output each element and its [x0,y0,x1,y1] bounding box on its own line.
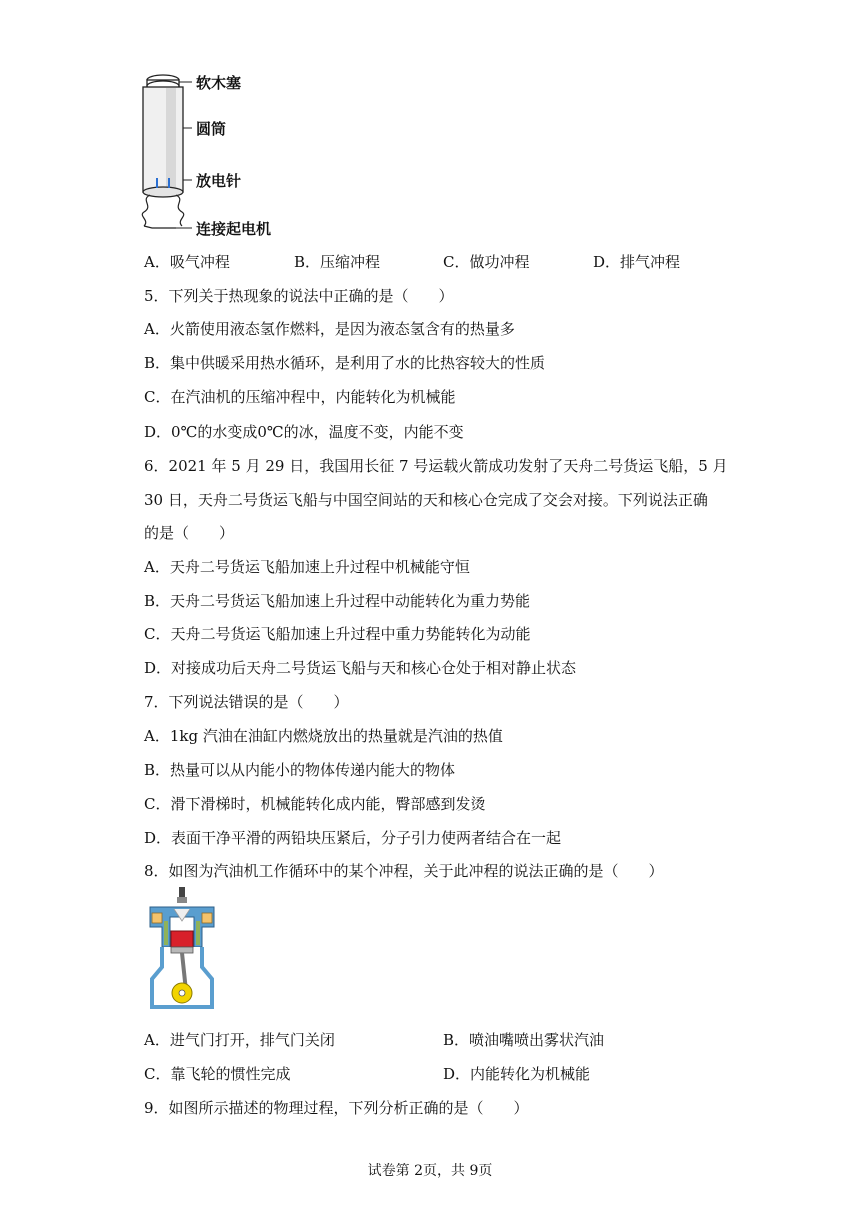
q4-option-c: C．做功冲程 [443,253,530,271]
q4-option-d: D．排气冲程 [593,253,681,271]
q7-option-a: A．1kg 汽油在油缸内燃烧放出的热量就是汽油的热值 [144,727,503,745]
discharge-needle-label: 放电针 [196,172,242,190]
q6-stem-line-2: 30 日，天舟二号货运飞船与中国空间站的天和核心仓完成了交会对接。下列说法正确 [144,491,708,509]
q5-option-d: D．0℃的水变成0℃的冰，温度不变，内能不变 [144,423,464,441]
q8-option-a: A．进气门打开，排气门关闭 [144,1031,335,1049]
q5-stem: 5．下列关于热现象的说法中正确的是（ ） [144,287,454,305]
q6-option-a: A．天舟二号货运飞船加速上升过程中机械能守恒 [144,558,470,576]
q8-option-b: B．喷油嘴喷出雾状汽油 [443,1031,605,1049]
q7-stem: 7．下列说法错误的是（ ） [144,693,349,711]
q6-stem-line-1: 6．2021 年 5 月 29 日，我国用长征 7 号运载火箭成功发射了天舟二号货运飞船，5 月 [144,457,728,475]
q7-option-b: B．热量可以从内能小的物体传递内能大的物体 [144,761,456,779]
q7-option-d: D．表面干净平滑的两铅块压紧后，分子引力使两者结合在一起 [144,829,562,847]
connect-generator-label: 连接起电机 [196,220,272,238]
cylinder-label: 圆筒 [196,120,227,138]
q9-stem: 9．如图所示描述的物理过程，下列分析正确的是（ ） [144,1099,529,1117]
q5-option-a: A．火箭使用液态氢作燃料，是因为液态氢含有的热量多 [144,320,515,338]
q4-option-a: A．吸气冲程 [144,253,230,271]
q5-option-c: C．在汽油机的压缩冲程中，内能转化为机械能 [144,388,456,406]
q6-stem-line-3: 的是（ ） [144,524,235,542]
q5-option-b: B．集中供暖采用热水循环，是利用了水的比热容较大的性质 [144,354,546,372]
q4-option-b: B．压缩冲程 [294,253,381,271]
q8-option-c: C．靠飞轮的惯性完成 [144,1065,291,1083]
engine-cylinder-diagram [144,887,220,1013]
q6-option-c: C．天舟二号货运飞船加速上升过程中重力势能转化为动能 [144,625,531,643]
tube-apparatus-diagram [130,70,300,240]
q8-option-d: D．内能转化为机械能 [443,1065,591,1083]
tube-apparatus-figure [130,70,300,240]
engine-stroke-figure [144,887,220,1013]
page-footer: 试卷第 2页，共 9页 [367,1163,493,1179]
q7-option-c: C．滑下滑梯时，机械能转化成内能，臀部感到发烫 [144,795,486,813]
q6-option-b: B．天舟二号货运飞船加速上升过程中动能转化为重力势能 [144,592,531,610]
cork-label: 软木塞 [196,74,242,92]
q8-stem: 8．如图为汽油机工作循环中的某个冲程，关于此冲程的说法正确的是（ ） [144,862,664,880]
q6-option-d: D．对接成功后天舟二号货运飞船与天和核心仓处于相对静止状态 [144,659,577,677]
